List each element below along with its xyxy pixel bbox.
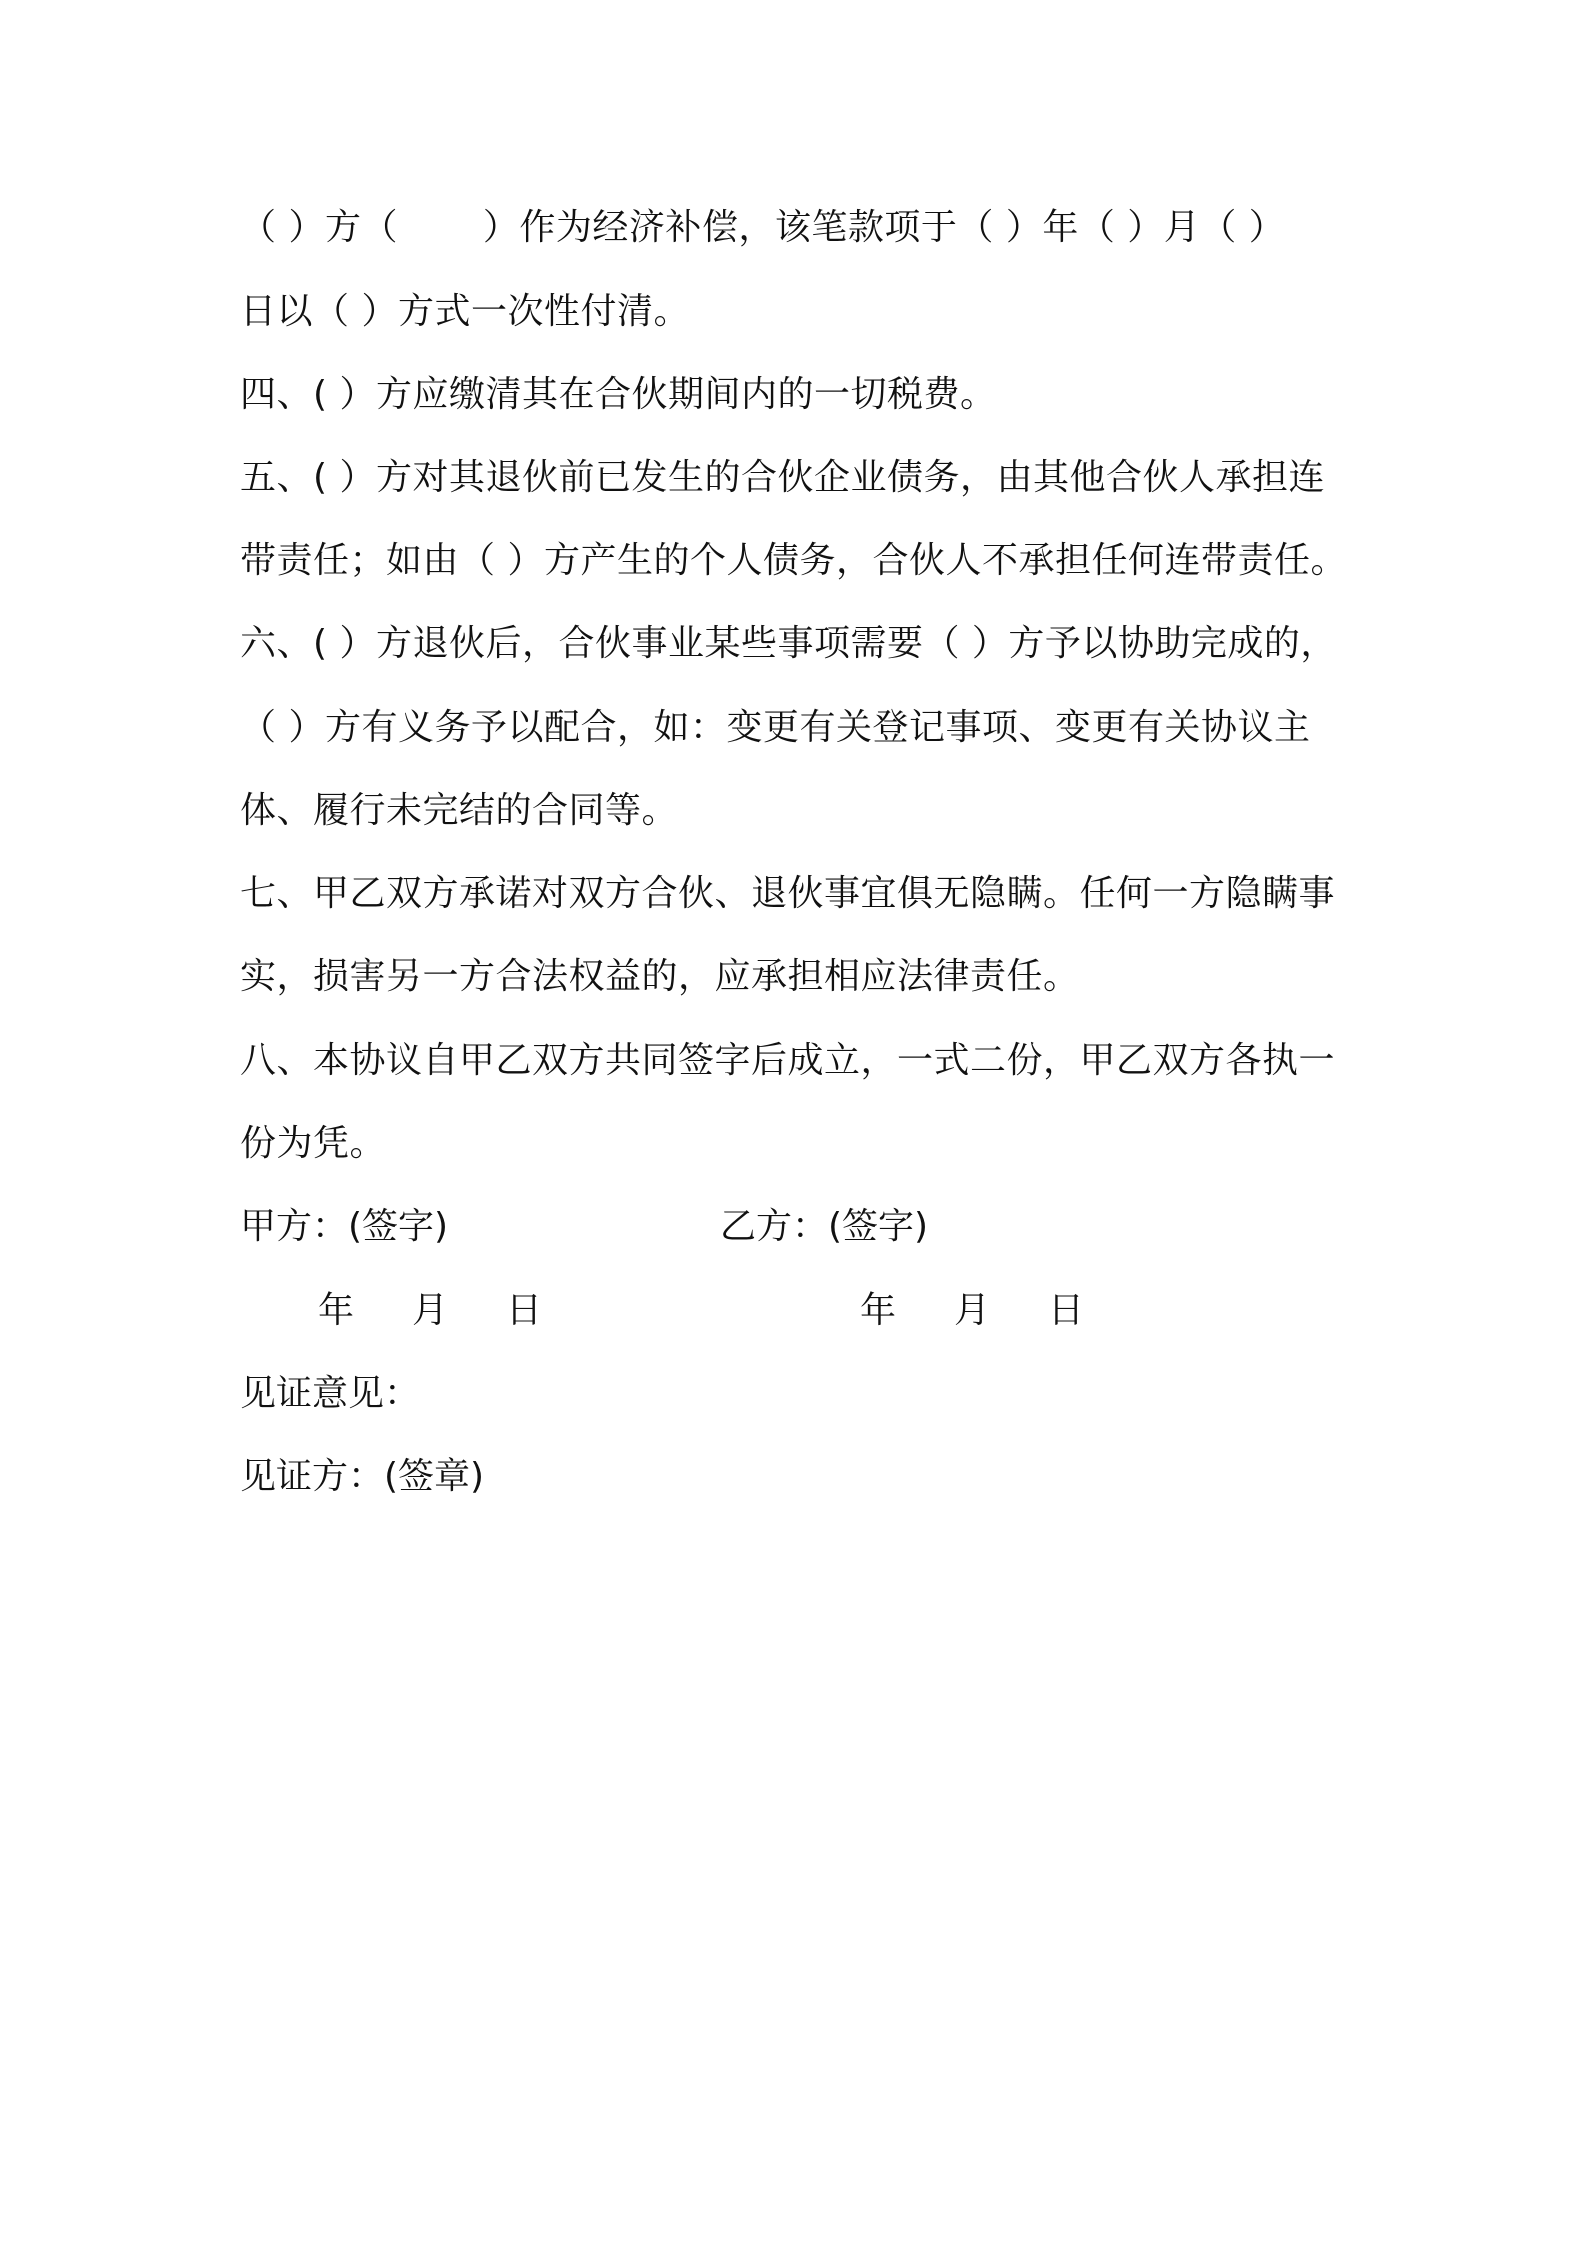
clause-line-5: 带责任；如由（ ）方产生的个人债务，合伙人不承担任何连带责任。 — [240, 540, 1347, 581]
party-a-signature: 甲方：(签字) — [240, 1206, 449, 1247]
year-label: 年 — [860, 1290, 897, 1331]
party-b-signature: 乙方：(签字) — [720, 1206, 929, 1247]
clause-line-10: 实，损害另一方合法权益的，应承担相应法律责任。 — [240, 956, 1080, 997]
month-label: 月 — [954, 1290, 991, 1331]
month-label: 月 — [412, 1290, 449, 1331]
day-label: 日 — [1048, 1290, 1085, 1331]
clause-line-7: （ ）方有义务予以配合，如：变更有关登记事项、变更有关协议主 — [240, 707, 1311, 748]
clause-line-4: 五、( ）方对其退伙前已发生的合伙企业债务，由其他合伙人承担连 — [240, 457, 1325, 498]
party-b-date — [860, 1289, 1142, 1333]
clause-line-12: 份为凭。 — [240, 1123, 387, 1164]
day-label: 日 — [506, 1290, 543, 1331]
witness-party: 见证方：(签章) — [240, 1456, 485, 1497]
witness-opinion: 见证意见： — [240, 1373, 421, 1414]
clause-line-1: （ ）方（ ）作为经济补偿，该笔款项于（ ）年（ ）月（ ） — [240, 207, 1286, 248]
clause-line-11: 八、本协议自甲乙双方共同签字后成立，一式二份，甲乙双方各执一 — [240, 1040, 1336, 1081]
clause-line-2: 日以（ ）方式一次性付清。 — [240, 291, 690, 332]
clause-line-6: 六、( ）方退伙后，合伙事业某些事项需要（ ）方予以协助完成的， — [240, 623, 1337, 664]
party-a-date — [318, 1289, 600, 1333]
clause-line-3: 四、( ）方应缴清其在合伙期间内的一切税费。 — [240, 374, 997, 415]
clause-line-9: 七、甲乙双方承诺对双方合伙、退伙事宜俱无隐瞒。任何一方隐瞒事 — [240, 873, 1336, 914]
year-label: 年 — [318, 1290, 355, 1331]
clause-line-8: 体、履行未完结的合同等。 — [240, 790, 679, 831]
